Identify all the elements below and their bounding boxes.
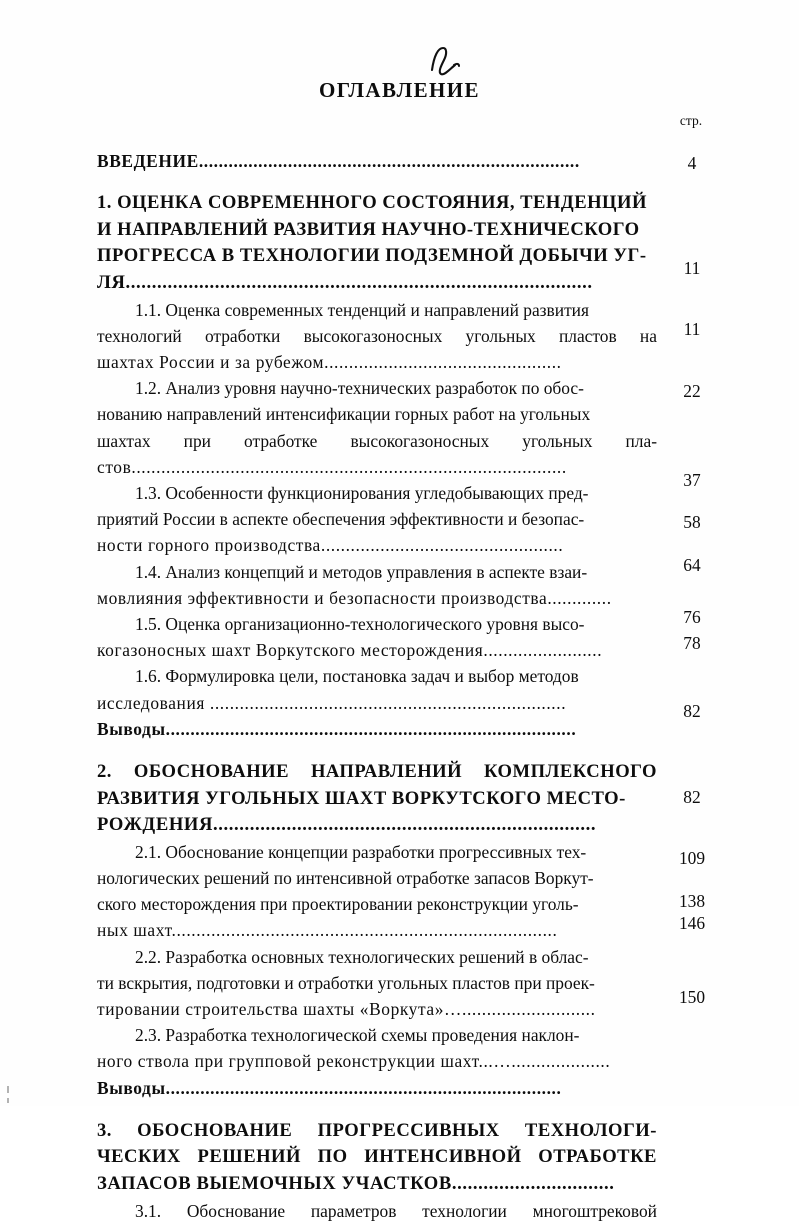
- toc-1-4-line-2: мовлияния эффективности и безопасности производства.............: [97, 587, 612, 608]
- page-number-concl1: 78: [683, 633, 701, 653]
- toc-chapter-3-line-1: 3. ОБОСНОВАНИЕ ПРОГРЕССИВНЫХ ТЕХНОЛОГИ-: [97, 1119, 657, 1141]
- toc-conclusions-1-line: Выводы...................................................................................: [97, 718, 577, 739]
- toc-2-2-line-3: тировании строительства шахты «Воркута»…...........................: [97, 999, 596, 1020]
- handwritten-page-mark: [424, 44, 464, 80]
- toc-2-2-line-2: ти вскрытия, подготовки и отработки угольных пластов при проек-: [97, 972, 595, 993]
- page-number-s2-3: 138: [678, 891, 706, 911]
- page-number-s1-6: 76: [683, 607, 701, 627]
- toc-entry-chapter-3[interactable]: [97, 1118, 657, 1198]
- scan-artifact-1: [7, 1086, 9, 1093]
- page-number-s1-2: 22: [683, 381, 701, 401]
- scan-artifact-2: [7, 1098, 9, 1103]
- toc-2-3-line-2: ного ствола при групповой реконструкции шахт...…....................: [97, 1051, 611, 1072]
- toc-2-1-line-3: ского месторождения при проектировании реконструкции уголь-: [97, 894, 579, 915]
- toc-1-2-line-1: 1.2. Анализ уровня научно-технических разработок по обос-: [135, 378, 584, 399]
- toc-entry-1-3[interactable]: [97, 480, 657, 559]
- toc-entry-1-6[interactable]: [97, 663, 657, 715]
- toc-entry-chapter-1[interactable]: [97, 190, 657, 296]
- toc-1-2-line-3: шахтах при отработке высокогазоносных угольных пла-: [97, 430, 657, 451]
- toc-chapter-1-line-2: И НАПРАВЛЕНИЙ РАЗВИТИЯ НАУЧНО-ТЕХНИЧЕСКОГО: [97, 218, 640, 240]
- toc-1-1-line-3: шахтах России и за рубежом................................................: [97, 351, 562, 372]
- toc-2-1-line-1: 2.1. Обоснование концепции разработки прогрессивных тех-: [135, 841, 587, 862]
- toc-2-1-line-4: ных шахт..............................................................................: [97, 920, 558, 941]
- toc-entry-3-1[interactable]: [97, 1198, 657, 1224]
- toc-conclusions-2-line: Выводы................................................................................: [97, 1077, 562, 1098]
- page-number-s1-5: 64: [683, 555, 701, 575]
- toc-1-1-line-2: технологий отработки высокогазоносных угольных пластов на: [97, 325, 657, 346]
- toc-1-3-line-2: приятий России в аспекте обеспечения эффективности и безопас-: [97, 509, 585, 530]
- toc-chapter-2-line-1: 2. ОБОСНОВАНИЕ НАПРАВЛЕНИЙ КОМПЛЕКСНОГО: [97, 761, 657, 783]
- toc-1-3-line-3: ности горного производства.................................................: [97, 535, 564, 556]
- toc-1-5-line-1: 1.5. Оценка организационно-технологического уровня высо-: [135, 614, 585, 635]
- toc-entry-intro-line: ВВЕДЕНИЕ.............................................................................: [97, 151, 580, 171]
- toc-entry-1-2[interactable]: [97, 375, 657, 480]
- toc-entry-conclusions-2[interactable]: [97, 1075, 657, 1101]
- toc-chapter-1-line-4: ЛЯ.........................................................................................: [97, 271, 593, 293]
- toc-entry-chapter-2[interactable]: [97, 759, 657, 839]
- toc-chapter-1-line-1: 1. ОЦЕНКА СОВРЕМЕННОГО СОСТОЯНИЯ, ТЕНДЕНЦИЙ: [97, 192, 647, 214]
- toc-chapter-3-line-3: ЗАПАСОВ ВЫЕМОЧНЫХ УЧАСТКОВ...............................: [97, 1173, 615, 1195]
- toc-1-4-line-1: 1.4. Анализ концепций и методов управления в аспекте взаи-: [135, 561, 588, 582]
- page-number-s2-1: 82: [683, 787, 701, 807]
- toc-2-1-line-2: нологических решений по интенсивной отработке запасов Воркут-: [97, 868, 594, 889]
- page-number-concl2: 146: [678, 913, 706, 933]
- toc-1-5-line-2: когазоносных шахт Воркутского месторождения........................: [97, 640, 603, 661]
- toc-entry-2-3[interactable]: [97, 1022, 657, 1074]
- page-title: ОГЛАВЛЕНИЕ: [319, 78, 480, 102]
- page-number-s1-3: 37: [683, 470, 701, 490]
- page-number-s2-2: 109: [678, 848, 706, 868]
- page-number-s1-4: 58: [683, 512, 701, 532]
- toc-chapter-2-line-2: РАЗВИТИЯ УГОЛЬНЫХ ШАХТ ВОРКУТСКОГО МЕСТО-: [97, 787, 626, 809]
- toc-chapter-1-line-3: ПРОГРЕССА В ТЕХНОЛОГИИ ПОДЗЕМНОЙ ДОБЫЧИ УГ-: [97, 245, 647, 267]
- toc-entry-intro[interactable]: [97, 148, 657, 174]
- toc-2-3-line-1: 2.3. Разработка технологической схемы проведения наклон-: [135, 1025, 580, 1046]
- toc-chapter-2-line-3: РОЖДЕНИЯ.........................................................................: [97, 814, 597, 836]
- toc-1-2-line-2: нованию направлений интенсификации горных работ на угольных: [97, 404, 591, 425]
- toc-entry-1-1[interactable]: [97, 297, 657, 376]
- toc-1-6-line-1: 1.6. Формулировка цели, постановка задач и выбор методов: [135, 666, 579, 687]
- table-of-contents: [97, 148, 657, 1224]
- toc-entry-1-5[interactable]: [97, 611, 657, 663]
- toc-1-6-line-2: исследования ........................................................................: [97, 692, 567, 713]
- toc-2-2-line-1: 2.2. Разработка основных технологических решений в облас-: [135, 946, 589, 967]
- page-number-ch3: 150: [678, 987, 706, 1007]
- toc-entry-conclusions-1[interactable]: [97, 716, 657, 742]
- page-number-column-label: стр.: [679, 113, 703, 128]
- toc-chapter-3-line-2: ЧЕСКИХ РЕШЕНИЙ ПО ИНТЕНСИВНОЙ ОТРАБОТКЕ: [97, 1146, 657, 1168]
- page-number-ch2: 82: [683, 701, 701, 721]
- page-number-ch1: 11: [683, 258, 701, 278]
- toc-1-2-line-4: стов........................................................................................: [97, 456, 567, 477]
- page-number-s1-1: 11: [683, 319, 701, 339]
- page-number-intro: 4: [687, 153, 697, 173]
- toc-3-1-line-1: 3.1. Обоснование параметров технологии многоштрековой: [135, 1200, 657, 1221]
- toc-1-3-line-1: 1.3. Особенности функционирования угледобывающих пред-: [135, 483, 589, 503]
- toc-entry-2-2[interactable]: [97, 944, 657, 1023]
- toc-1-1-line-1: 1.1. Оценка современных тенденций и направлений развития: [135, 299, 589, 320]
- toc-entry-1-4[interactable]: [97, 559, 657, 611]
- toc-entry-2-1[interactable]: [97, 839, 657, 944]
